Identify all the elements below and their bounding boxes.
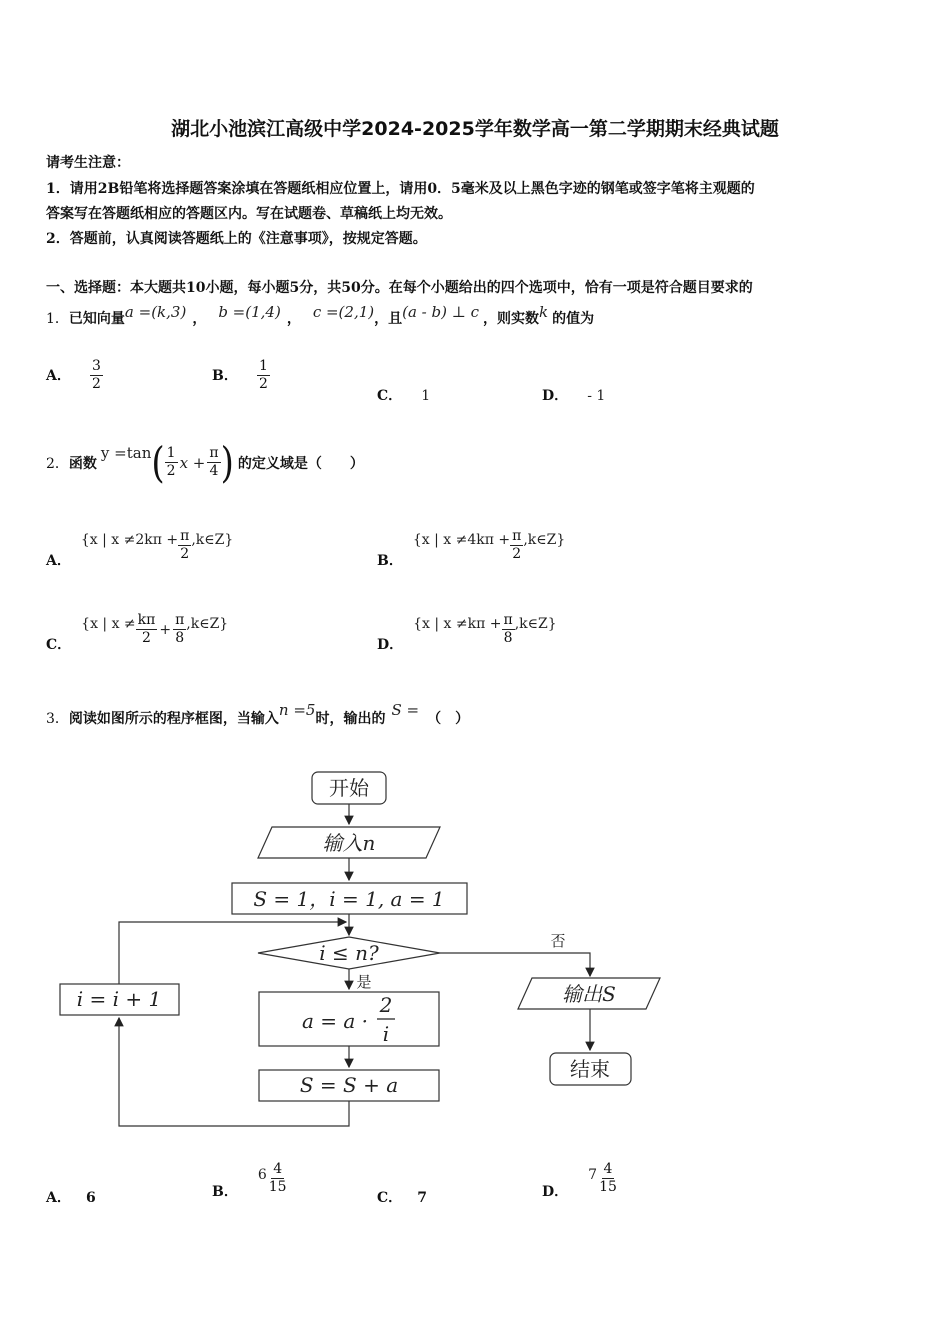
- right-paren: ): [220, 437, 234, 488]
- update-a-label: a = a ·: [301, 1009, 369, 1033]
- update-i-label: i = i + 1: [76, 987, 162, 1011]
- q3-n: n =5: [278, 701, 316, 719]
- option-label: A．: [46, 368, 71, 384]
- section-heading: 一、选择题：本大题共10小题，每小题5分，共50分。在每个小题给出的四个选项中，恰有一项是符合题目要求的: [46, 280, 753, 296]
- q3-text: （ ）: [427, 711, 470, 727]
- q3-text: 阅读如图所示的程序框图，当输入: [68, 711, 279, 727]
- numerator: 3: [91, 358, 101, 374]
- update-a-denominator: i: [382, 1022, 390, 1046]
- fraction: [165, 445, 178, 480]
- plus: +: [159, 621, 172, 638]
- fraction: [257, 358, 270, 393]
- notice-heading: 请考生注意：: [46, 155, 130, 171]
- option-label: D．: [542, 1183, 569, 1200]
- q3-option-b[interactable]: [212, 1161, 289, 1200]
- q2-x: x +: [179, 453, 206, 472]
- q3-S: S =: [391, 701, 420, 719]
- option-value: 7: [417, 1190, 427, 1206]
- q1-vector-a: a =(k,3): [124, 303, 187, 321]
- no-label: 否: [550, 932, 566, 950]
- fraction: [178, 528, 191, 563]
- set-prefix: {x | x ≠2kπ +: [80, 531, 179, 548]
- denominator: 2: [512, 546, 522, 562]
- option-value: - 1: [587, 388, 606, 404]
- update-s-label: S = S + a: [299, 1073, 399, 1097]
- q1-text: ，且: [374, 311, 403, 327]
- q2-text: 的定义域是（ ）: [237, 455, 364, 472]
- numerator: 1: [166, 445, 176, 461]
- left-paren: (: [151, 437, 165, 488]
- numerator: π: [209, 445, 219, 461]
- flowchart: [0, 760, 700, 1140]
- start-label: 开始: [329, 776, 369, 800]
- q1-number: 1．: [46, 311, 69, 327]
- denominator: 2: [258, 376, 268, 392]
- question-2: [46, 437, 364, 488]
- q2-func: y =tan: [100, 443, 152, 462]
- denominator: 8: [175, 630, 185, 646]
- numerator: kπ: [137, 612, 156, 628]
- option-label: C．: [377, 1190, 403, 1206]
- numerator: 1: [258, 358, 268, 374]
- fraction: [267, 1161, 289, 1196]
- q1-option-a[interactable]: [46, 358, 103, 393]
- set-prefix: {x | x ≠kπ +: [413, 615, 502, 632]
- denominator: 4: [209, 463, 219, 479]
- denominator: 2: [142, 630, 151, 646]
- set-suffix: ,k∈Z}: [186, 615, 229, 632]
- numerator: π: [512, 528, 522, 544]
- numerator: π: [503, 612, 513, 628]
- input-label: 输入n: [322, 831, 376, 855]
- option-label: B．: [377, 552, 403, 569]
- q1-option-c[interactable]: [377, 385, 430, 405]
- option-label: D．: [377, 636, 404, 653]
- condition-label: i ≤ n?: [319, 941, 379, 965]
- fraction: [597, 1161, 619, 1196]
- q3-option-c[interactable]: [377, 1187, 427, 1207]
- q1-vector-c: c =(2,1): [312, 303, 375, 321]
- set-prefix: {x | x ≠: [81, 615, 136, 632]
- q1-option-d[interactable]: [542, 385, 605, 405]
- numerator: π: [180, 528, 190, 544]
- fraction: [207, 445, 220, 480]
- q2-option-b[interactable]: [377, 528, 566, 569]
- q1-text: 的值为: [552, 311, 595, 327]
- option-label: A．: [46, 1190, 71, 1206]
- numerator: 4: [273, 1161, 283, 1177]
- q3-number: 3．: [46, 711, 69, 727]
- denominator: 2: [91, 376, 101, 392]
- option-label: B．: [212, 368, 238, 384]
- output-label: 输出S: [562, 982, 616, 1006]
- notice-item1-line1: 1．请用2B铅笔将选择题答案涂填在答题纸相应位置上，请用0．5毫米及以上黑色字迹的钢笔或签字笔将主观题的: [46, 181, 755, 197]
- option-label: C．: [46, 636, 72, 653]
- notice-item1-line2: 答案写在答题纸相应的答题区内。写在试题卷、草稿纸上均无效。: [46, 206, 452, 222]
- fraction: [502, 612, 515, 647]
- q1-text: ，则实数: [483, 311, 540, 327]
- fraction: [90, 358, 103, 393]
- q1-vector-b: b =(1,4): [218, 303, 281, 321]
- question-1: [46, 303, 595, 328]
- q2-option-c[interactable]: [46, 612, 229, 653]
- option-label: D．: [542, 388, 569, 404]
- update-a-numerator: 2: [379, 993, 393, 1017]
- notice-item2: 2．答题前，认真阅读答题纸上的《注意事项》，按规定答题。: [46, 231, 427, 247]
- set-suffix: ,k∈Z}: [523, 531, 566, 548]
- q1-condition: (a - b) ⊥ c: [402, 303, 480, 321]
- denominator: 15: [599, 1179, 617, 1195]
- q2-option-a[interactable]: [46, 528, 234, 569]
- page-title: 湖北小池滨江高级中学2024-2025学年数学高一第二学期期末经典试题: [171, 118, 779, 140]
- q2-text: 函数: [68, 455, 97, 472]
- fraction: [510, 528, 523, 563]
- option-label: B．: [212, 1183, 238, 1200]
- option-value: 6: [85, 1190, 96, 1206]
- denominator: 2: [166, 463, 176, 479]
- denominator: 8: [503, 630, 513, 646]
- set-prefix: {x | x ≠4kπ +: [412, 531, 511, 548]
- option-value: 1: [421, 388, 431, 404]
- question-3: [46, 701, 470, 728]
- fraction: [173, 612, 186, 647]
- q3-option-d[interactable]: [542, 1161, 619, 1200]
- init-label: S = 1，i = 1, a = 1: [253, 887, 445, 911]
- yes-label: 是: [356, 973, 372, 991]
- numerator: π: [175, 612, 185, 628]
- q2-number: 2．: [46, 455, 69, 472]
- set-suffix: ,k∈Z}: [191, 531, 234, 548]
- denominator: 15: [268, 1179, 287, 1195]
- q3-option-a[interactable]: [46, 1187, 96, 1207]
- q1-text: 已知向量: [68, 311, 125, 327]
- set-suffix: ,k∈Z}: [514, 615, 557, 632]
- fraction: [136, 612, 158, 647]
- q1-option-b[interactable]: [212, 358, 270, 393]
- q2-option-d[interactable]: [377, 612, 557, 653]
- q1-sep: ，: [286, 311, 301, 327]
- q3-text: 时，输出的: [315, 711, 386, 727]
- option-label: C．: [377, 388, 403, 404]
- end-label: 结束: [570, 1057, 610, 1081]
- numerator: 4: [603, 1161, 613, 1177]
- mixed-whole: 7: [588, 1166, 598, 1183]
- q1-sep: ，: [192, 311, 207, 327]
- option-label: A．: [46, 552, 71, 569]
- mixed-whole: 6: [257, 1166, 267, 1183]
- q1-k: k: [539, 303, 549, 321]
- denominator: 2: [180, 546, 190, 562]
